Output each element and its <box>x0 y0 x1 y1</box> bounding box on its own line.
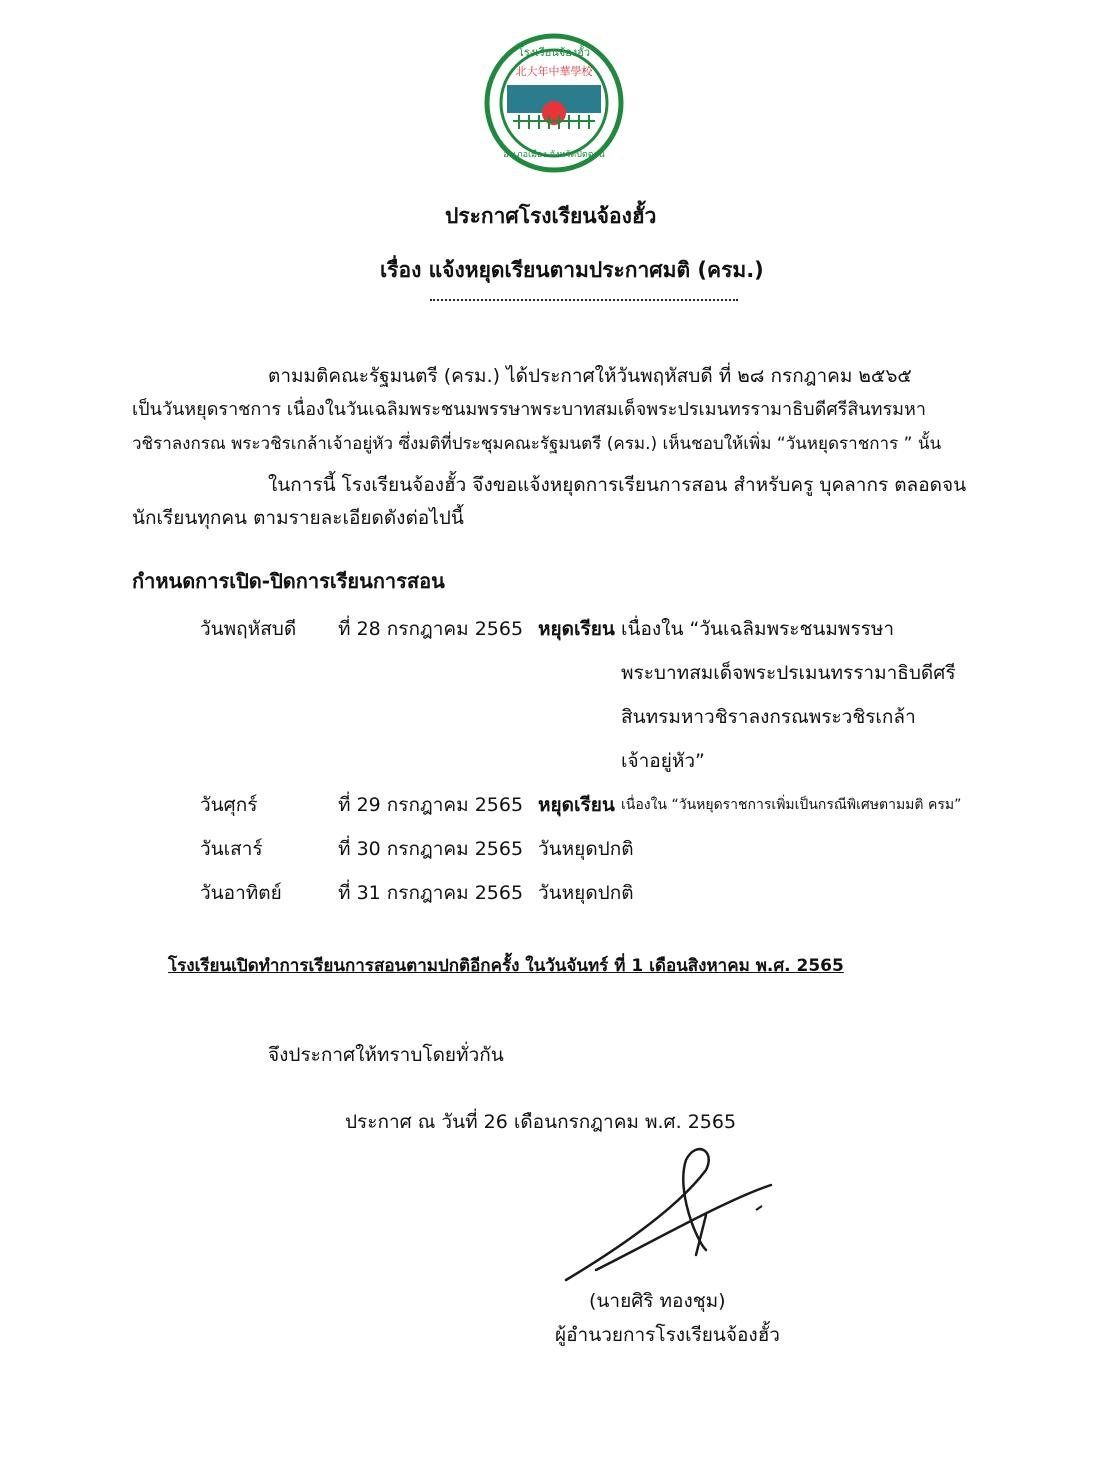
dotted-divider <box>430 299 738 301</box>
paragraph2-line2: นักเรียนทุกคน ตามรายละเอียดดังต่อไปนี้ <box>132 507 464 529</box>
signature <box>556 1130 786 1290</box>
schedule-reason: เนื่องใน “วันเฉลิมพระชนมพรรษา <box>621 618 895 640</box>
schedule-day: วันพฤหัสบดี <box>200 618 297 640</box>
schedule-status: หยุดเรียน <box>538 794 615 816</box>
schedule-reason: เนื่องใน “วันหยุดราชการเพิ่มเป็นกรณีพิเศษตามมติ ครม” <box>621 797 962 813</box>
schedule-date: ที่ 30 กรกฎาคม 2565 <box>338 838 524 860</box>
schedule-date: ที่ 28 กรกฎาคม 2565 <box>338 618 524 640</box>
signer-position: ผู้อำนวยการโรงเรียนจ้องฮั้ว <box>555 1324 780 1346</box>
logo-top-text: โรงเรียนจ้องฮั้ว <box>517 46 591 59</box>
schedule-status: หยุดเรียน <box>538 618 615 640</box>
document-title: ประกาศโรงเรียนจ้องฮั้ว <box>445 204 657 228</box>
schedule-heading: กำหนดการเปิด-ปิดการเรียนการสอน <box>132 569 445 593</box>
schedule-day: วันอาทิตย์ <box>200 882 282 904</box>
logo-bottom-text: อำเภอเมือง จังหวัดปัตตานี <box>503 150 605 160</box>
reopen-notice: โรงเรียนเปิดทำการเรียนการสอนตามปกติอีกครั้ง ในวันจันทร์ ที่ 1 เดือนสิงหาคม พ.ศ. 2565 <box>168 956 844 976</box>
paragraph2-line1: ในการนี้ โรงเรียนจ้องฮั้ว จึงขอแจ้งหยุดการเรียนการสอน สำหรับครู บุคลากร ตลอดจน <box>268 474 967 496</box>
logo-chinese-text: 北大年中華學校 <box>515 65 593 78</box>
schedule-reason: วันหยุดปกติ <box>538 882 634 904</box>
schedule-day: วันเสาร์ <box>200 838 263 860</box>
schedule-day: วันศุกร์ <box>200 794 258 816</box>
school-logo <box>479 33 629 173</box>
signer-name: (นายศิริ ทองชุม) <box>589 1290 726 1312</box>
schedule-date: ที่ 29 กรกฎาคม 2565 <box>338 794 524 816</box>
document-subject: เรื่อง แจ้งหยุดเรียนตามประกาศมติ (ครม.) <box>380 258 764 282</box>
schedule-reason: วันหยุดปกติ <box>538 838 634 860</box>
schedule-reason-cont: พระบาทสมเด็จพระปรเมนทรรามาธิบดีศรี <box>621 662 956 684</box>
paragraph1-line3: วชิราลงกรณ พระวชิรเกล้าเจ้าอยู่หัว ซึ่งมติที่ประชุมคณะรัฐมนตรี (ครม.) เห็นชอบให้เพิ่ม “วันหยุดราชการ ” นั้น <box>132 434 942 454</box>
schedule-date: ที่ 31 กรกฎาคม 2565 <box>338 882 524 904</box>
paragraph1-line1: ตามมติคณะรัฐมนตรี (ครม.) ได้ประกาศให้วันพฤหัสบดี ที่ ๒๘ กรกฎาคม ๒๕๖๕ <box>268 365 912 387</box>
closing-statement: จึงประกาศให้ทราบโดยทั่วกัน <box>268 1044 504 1066</box>
announcement-date: ประกาศ ณ วันที่ 26 เดือนกรกฎาคม พ.ศ. 2565 <box>345 1111 737 1133</box>
schedule-reason-cont: สินทรมหาวชิราลงกรณพระวชิรเกล้า <box>621 706 916 728</box>
paragraph1-line2: เป็นวันหยุดราชการ เนื่องในวันเฉลิมพระชนมพรรษาพระบาทสมเด็จพระปรเมนทรรามาธิบดีศรีสินทรมหา <box>132 399 927 420</box>
schedule-reason-cont: เจ้าอยู่หัว” <box>621 750 705 772</box>
